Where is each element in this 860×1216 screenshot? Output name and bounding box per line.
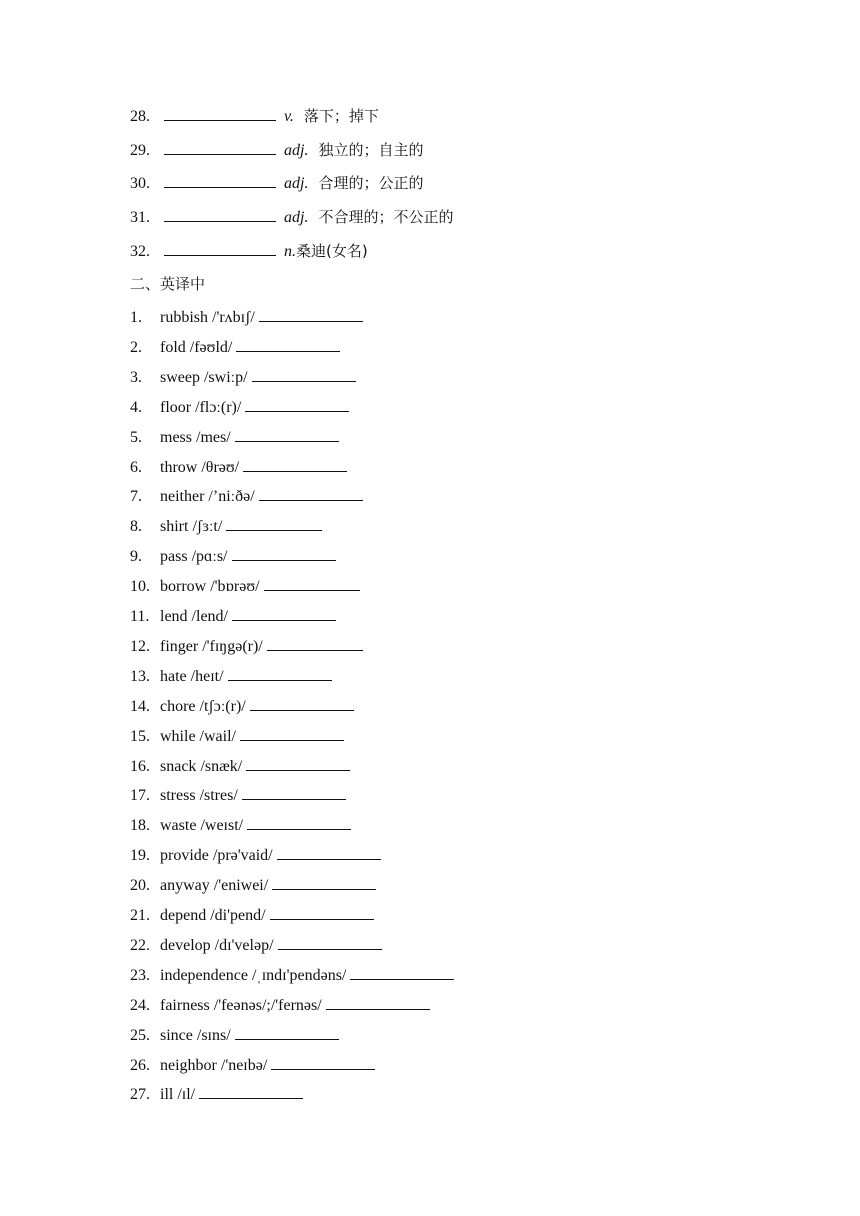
item-number: 32. <box>130 243 150 260</box>
answer-blank[interactable] <box>240 726 344 741</box>
item-number: 24. <box>130 996 150 1014</box>
english-word: develop <box>160 936 211 954</box>
vocab-item-15 <box>130 726 344 747</box>
english-word: waste <box>160 817 197 835</box>
phonetic-transcription: /lend/ <box>191 608 228 625</box>
item-number: 15. <box>130 727 150 745</box>
phonetic-transcription: /dɪ'veləp/ <box>214 936 274 954</box>
vocab-item-17 <box>130 785 346 806</box>
item-number: 28. <box>130 108 150 125</box>
item-number: 18. <box>130 817 150 835</box>
english-word: floor <box>160 398 192 416</box>
answer-blank[interactable] <box>236 337 340 352</box>
phonetic-transcription: /weɪst/ <box>200 817 244 835</box>
item-number: 7. <box>130 488 142 506</box>
vocab-item-3 <box>130 367 356 388</box>
item-number: 11. <box>130 608 150 625</box>
item-number: 8. <box>130 518 142 536</box>
vocab-item-1 <box>130 307 363 328</box>
vocab-item-9 <box>130 546 336 567</box>
phonetic-transcription: /wail/ <box>199 727 236 745</box>
english-word: mess <box>160 428 192 446</box>
vocab-item-8 <box>130 516 322 537</box>
phonetic-transcription: /ˌɪndɪ'pendəns/ <box>251 966 347 984</box>
vocab-item-23 <box>130 965 454 986</box>
phonetic-transcription: /'eniwei/ <box>213 877 269 895</box>
phonetic-transcription: /'neɪbə/ <box>220 1056 268 1074</box>
english-word: neighbor <box>160 1056 217 1074</box>
item-number: 25. <box>130 1026 150 1044</box>
answer-blank[interactable] <box>232 546 336 561</box>
answer-blank[interactable] <box>164 241 276 256</box>
answer-blank[interactable] <box>350 965 454 980</box>
english-word: anyway <box>160 877 210 895</box>
vocab-item-21 <box>130 905 374 926</box>
phonetic-transcription: /θrəʊ/ <box>201 458 240 476</box>
english-word: throw <box>160 458 198 476</box>
vocab-item-32 <box>130 241 368 262</box>
part-of-speech: n. <box>284 243 296 260</box>
vocab-item-16 <box>130 756 350 777</box>
phonetic-transcription: /heɪt/ <box>190 667 224 685</box>
phonetic-transcription: /di'pend/ <box>210 907 266 924</box>
item-number: 5. <box>130 428 142 446</box>
answer-blank[interactable] <box>245 397 349 412</box>
chinese-meaning: 合理的；公正的 <box>318 174 424 192</box>
vocab-item-5 <box>130 427 339 448</box>
chinese-meaning: 落下；掉下 <box>303 107 379 125</box>
item-number: 13. <box>130 667 150 685</box>
item-number: 29. <box>130 142 150 159</box>
chinese-meaning: 桑迪(女名) <box>296 242 368 260</box>
english-word: since <box>160 1026 193 1044</box>
item-number: 21. <box>130 907 150 924</box>
vocab-item-4 <box>130 397 349 418</box>
vocab-item-12 <box>130 636 363 657</box>
item-number: 30. <box>130 175 150 192</box>
english-word: ill <box>160 1086 174 1104</box>
vocab-item-30 <box>130 173 423 194</box>
answer-blank[interactable] <box>278 935 382 950</box>
answer-blank[interactable] <box>164 173 276 188</box>
vocab-item-6 <box>130 457 347 478</box>
answer-blank[interactable] <box>272 875 376 890</box>
vocab-item-14 <box>130 696 354 717</box>
item-number: 9. <box>130 548 142 566</box>
item-number: 4. <box>130 398 142 416</box>
phonetic-transcription: /pɑːs/ <box>191 548 228 566</box>
answer-blank[interactable] <box>235 1025 339 1040</box>
vocab-item-7 <box>130 486 363 507</box>
phonetic-transcription: /stres/ <box>199 787 238 805</box>
answer-blank[interactable] <box>199 1084 303 1099</box>
part-of-speech: adj. <box>284 175 309 192</box>
item-number: 27. <box>130 1086 150 1104</box>
english-word: hate <box>160 667 187 685</box>
item-number: 2. <box>130 338 142 356</box>
item-number: 23. <box>130 966 150 984</box>
vocab-item-10 <box>130 576 360 597</box>
chinese-meaning: 独立的；自主的 <box>318 141 424 159</box>
vocab-item-28 <box>130 106 379 127</box>
item-number: 16. <box>130 757 150 775</box>
answer-blank[interactable] <box>232 606 336 621</box>
phonetic-transcription: /'feənəs/;/'fernəs/ <box>213 996 322 1014</box>
answer-blank[interactable] <box>243 457 347 472</box>
english-word: fold <box>160 338 186 356</box>
part-of-speech: v. <box>284 108 294 125</box>
item-number: 3. <box>130 368 142 386</box>
answer-blank[interactable] <box>226 516 322 531</box>
english-word: finger <box>160 637 199 655</box>
vocab-item-11 <box>130 606 336 627</box>
item-number: 1. <box>130 309 142 326</box>
vocab-item-27 <box>130 1084 303 1105</box>
english-word: independence <box>160 966 248 984</box>
answer-blank[interactable] <box>164 106 276 121</box>
phonetic-transcription: /ʃɜːt/ <box>192 518 223 536</box>
english-word: shirt <box>160 518 189 536</box>
phonetic-transcription: /'bɒrəʊ/ <box>210 578 260 596</box>
english-word: depend <box>160 907 207 924</box>
item-number: 14. <box>130 697 150 715</box>
item-number: 26. <box>130 1056 150 1074</box>
answer-blank[interactable] <box>267 636 363 651</box>
answer-blank[interactable] <box>259 486 363 501</box>
english-word: borrow <box>160 578 207 596</box>
vocab-item-13 <box>130 666 332 687</box>
english-word: sweep <box>160 368 200 386</box>
answer-blank[interactable] <box>246 756 350 771</box>
answer-blank[interactable] <box>264 576 360 591</box>
answer-blank[interactable] <box>326 995 430 1010</box>
phonetic-transcription: /swiːp/ <box>203 368 248 386</box>
vocab-item-2 <box>130 337 340 358</box>
english-word: rubbish <box>160 309 208 326</box>
vocab-item-20 <box>130 875 376 896</box>
answer-blank[interactable] <box>164 140 276 155</box>
english-word: chore <box>160 697 196 715</box>
answer-blank[interactable] <box>250 696 354 711</box>
item-number: 10. <box>130 578 150 596</box>
item-number: 12. <box>130 637 150 655</box>
item-number: 19. <box>130 847 150 865</box>
answer-blank[interactable] <box>164 207 276 222</box>
english-word: fairness <box>160 996 210 1014</box>
answer-blank[interactable] <box>259 307 363 322</box>
vocab-item-26 <box>130 1055 375 1076</box>
vocab-item-19 <box>130 845 381 866</box>
phonetic-transcription: /flɔː(r)/ <box>195 398 242 416</box>
phonetic-transcription: /sɪns/ <box>196 1026 231 1044</box>
english-word: lend <box>160 608 188 625</box>
vocab-item-29 <box>130 140 423 161</box>
item-number: 31. <box>130 209 150 226</box>
phonetic-transcription: /'fɪŋgə(r)/ <box>202 637 263 655</box>
phonetic-transcription: /fəʊld/ <box>189 338 233 356</box>
phonetic-transcription: /tʃɔː(r)/ <box>199 697 246 715</box>
english-word: snack <box>160 757 197 775</box>
english-word: while <box>160 727 196 745</box>
english-word: provide <box>160 847 209 865</box>
item-number: 20. <box>130 877 150 895</box>
chinese-meaning: 不合理的；不公正的 <box>318 208 454 226</box>
english-word: pass <box>160 548 188 566</box>
vocab-item-25 <box>130 1025 339 1046</box>
english-word: neither <box>160 488 205 506</box>
vocab-item-18 <box>130 815 351 836</box>
answer-blank[interactable] <box>247 815 351 830</box>
item-number: 22. <box>130 936 150 954</box>
answer-blank[interactable] <box>228 666 332 681</box>
item-number: 6. <box>130 458 142 476</box>
vocab-item-24 <box>130 995 430 1016</box>
answer-blank[interactable] <box>271 1055 375 1070</box>
english-word: stress <box>160 787 196 805</box>
vocab-item-22 <box>130 935 382 956</box>
phonetic-transcription: /’niːðə/ <box>208 488 255 506</box>
vocab-item-31 <box>130 207 453 228</box>
phonetic-transcription: /snæk/ <box>200 757 243 775</box>
part-of-speech: adj. <box>284 209 309 226</box>
part-of-speech: adj. <box>284 142 309 159</box>
phonetic-transcription: /mes/ <box>196 428 231 446</box>
answer-blank[interactable] <box>277 845 381 860</box>
phonetic-transcription: /'rʌbɪʃ/ <box>212 309 255 326</box>
phonetic-transcription: /prə'vaid/ <box>212 847 273 865</box>
answer-blank[interactable] <box>270 905 374 920</box>
answer-blank[interactable] <box>235 427 339 442</box>
answer-blank[interactable] <box>242 785 346 800</box>
answer-blank[interactable] <box>252 367 356 382</box>
item-number: 17. <box>130 787 150 805</box>
section-heading: 二、英译中 <box>130 275 206 293</box>
phonetic-transcription: /ɪl/ <box>177 1086 196 1104</box>
